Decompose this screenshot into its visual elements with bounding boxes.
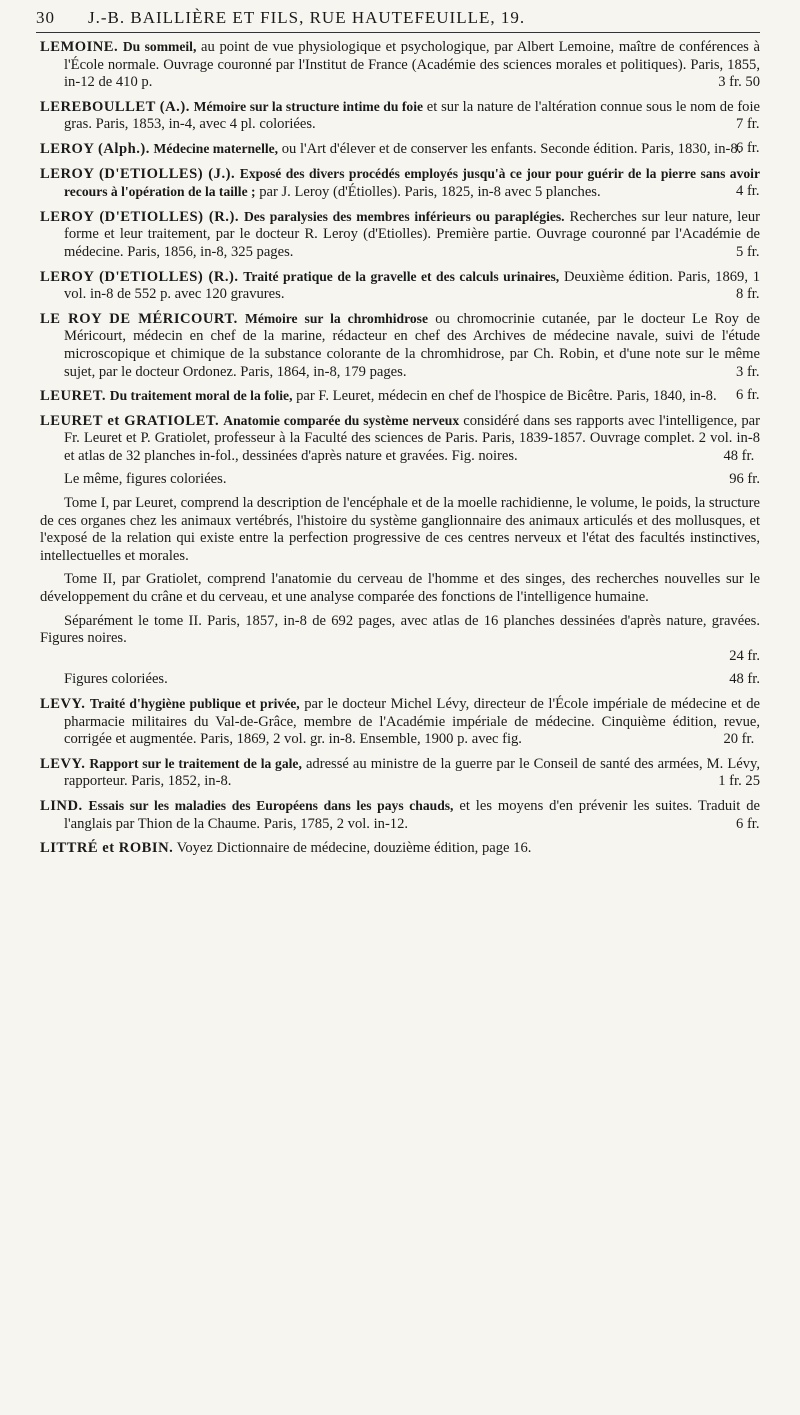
entry-author: LEROY (D'ETIOLLES) (J.).	[40, 165, 236, 182]
catalog-entry	[40, 412, 760, 466]
entry-description: et les moyens d'en prévenir les suites. Traduit de l'anglais par Thion de la Chaume. Paris, 1785, 2 vol. in-12.	[64, 797, 761, 832]
entry-author: LEMOINE.	[40, 39, 119, 55]
entry-price: 4 fr.	[736, 183, 760, 200]
publisher-line: J.-B. BAILLIÈRE ET FILS, RUE HAUTEFEUILLE, 19.	[88, 8, 526, 27]
entry-title: Du traitement moral de la folie,	[109, 388, 293, 404]
entry-author: LEROY (D'ETIOLLES) (R.).	[40, 208, 239, 225]
entry-description: considéré dans ses rapports avec l'intelligence, par Fr. Leuret et P. Gratiolet, professeur à la Faculté des sciences de Paris. Paris, 1839-1857. Ouvrage complet. 2 vol. in-8 et atlas de 32 planches in-fol., dessinées d'après nature et gravées. Fig. noires.	[64, 412, 760, 464]
entry-price: 48 fr.	[723, 447, 755, 464]
entry-list	[40, 38, 760, 465]
entry-description: adressé au ministre de la guerre par le Conseil de santé des armées, M. Lévy, rapporteur. Paris, 1852, in-8.	[64, 755, 761, 790]
entry-title: Mémoire sur la chromhidrose	[244, 310, 428, 326]
entry-price: 1 fr. 25	[718, 773, 760, 790]
entry-author: LITTRÉ et ROBIN.	[40, 840, 174, 857]
entry-title: Des paralysies des membres inférieurs ou paraplégies.	[243, 208, 565, 224]
entry-description: Deuxième édition. Paris, 1869, 1 vol. in-8 de 552 p. avec 120 gravures.	[64, 268, 761, 303]
catalog-entry	[40, 387, 760, 406]
entry-description: par F. Leuret, médecin en chef de l'hospice de Bicêtre. Paris, 1840, in-8.	[296, 388, 717, 405]
entry-price: 3 fr.	[736, 363, 760, 380]
entry-title: Traité pratique de la gravelle et des calculs urinaires,	[243, 268, 560, 284]
catalog-entry	[40, 797, 760, 833]
entry-price: 6 fr.	[736, 387, 760, 404]
entry-price: 6 fr.	[736, 815, 760, 832]
header-rule	[36, 32, 760, 33]
catalog-body	[40, 38, 760, 864]
entry-description: au point de vue physiologique et psychologique, par Albert Lemoine, maître de conférences à l'École normale. Ouvrage couronné par l'Institut de France (Académie des sciences morales et politiques). Paris, 1855, in-12 de 410 p.	[64, 39, 760, 91]
entry-title: Essais sur les maladies des Européens dans les pays chauds,	[88, 797, 454, 813]
entry-price: 20 fr.	[723, 731, 755, 748]
tome-1-description: Tome I, par Leuret, comprend la description de l'encéphale et de la moelle rachidienne, le volume, le poids, la structure de ces organes chez les animaux vertébrés, l'histoire du système ganglionnaire des animaux articulés et des mollusques, et l'exposé de la relation qui existe entre la perfection progressive de ces centres nerveux et l'état des facultés instinctives, intellectuelles et morales.	[40, 495, 760, 564]
entry-title: Anatomie comparée du système nerveux	[223, 412, 460, 428]
entry-title: Médecine maternelle,	[153, 140, 279, 156]
entry-title: Exposé des divers procédés employés jusqu'à ce jour pour guérir de la pierre sans avoir recours à l'opération de la taille ;	[64, 165, 760, 200]
entry-price: 8 fr.	[736, 286, 760, 303]
entry-author: LEREBOULLET (A.).	[40, 98, 190, 115]
entry-author: LEROY (Alph.).	[40, 140, 150, 157]
catalog-entry	[40, 695, 760, 749]
catalog-entry	[40, 208, 760, 262]
entry-description: et sur la nature de l'altération connue sous le nom de foie gras. Paris, 1853, in-4, avec 4 pl. coloriées.	[64, 98, 761, 133]
separate-colored-line: Figures coloriées. 48 fr.	[64, 671, 760, 688]
tome-2-description: Tome II, par Gratiolet, comprend l'anatomie du cerveau de l'homme et des singes, des recherches nouvelles sur le développement du crâne et du cerveau, et une analyse comparée des fonctions de l'intelligence humaine.	[40, 571, 760, 606]
entry-description: ou l'Art d'élever et de conserver les enfants. Seconde édition. Paris, 1830, in-8.	[281, 140, 742, 157]
entry-price: 7 fr.	[736, 116, 760, 133]
entry-price: 3 fr. 50	[718, 74, 760, 91]
entry-description: par le docteur Michel Lévy, directeur de l'École impériale de médecine et de pharmacie militaires du Val-de-Grâce, membre de l'Académie impériale de médecine. Cinquième édition, revue, corrigée et augmentée. Paris, 1869, 2 vol. gr. in-8. Ensemble, 1900 p. avec fig.	[64, 696, 761, 748]
catalog-entry	[40, 268, 760, 304]
entry-title: Rapport sur le traitement de la gale,	[89, 755, 302, 771]
catalog-entry	[40, 839, 760, 858]
catalog-entry	[40, 98, 760, 134]
catalog-entry	[40, 755, 760, 791]
catalog-entry	[40, 165, 760, 202]
entry-list-2	[40, 695, 760, 858]
entry-title: Mémoire sur la structure intime du foie	[193, 98, 424, 114]
entry-price: 6 fr.	[736, 139, 760, 156]
catalog-entry	[40, 140, 760, 159]
entry-title: Du sommeil,	[122, 39, 197, 54]
separate-volume: Séparément le tome II. Paris, 1857, in-8 de 692 pages, avec atlas de 16 planches dessinées d'après nature, gravées. Figures noires. 24 fr.	[40, 612, 760, 664]
catalog-entry	[40, 310, 760, 381]
entry-author: LEURET et GRATIOLET.	[40, 412, 220, 429]
entry-author: LE ROY DE MÉRICOURT.	[40, 310, 238, 327]
entry-description: Recherches sur leur nature, leur forme et leur traitement, par le docteur R. Leroy (d'Etiolles). Première partie. Ouvrage couronné par l'Académie de médecine. Paris, 1856, in-8, 325 pages.	[64, 208, 760, 260]
entry-author: LEURET.	[40, 388, 107, 405]
entry-author: LIND.	[40, 797, 83, 814]
running-header	[36, 2, 760, 30]
entry-price: 5 fr.	[736, 243, 760, 260]
entry-author: LEVY.	[40, 696, 86, 712]
entry-description: ou chromocrinie cutanée, par le docteur Le Roy de Méricourt, médecin en chef de la marine, rédacteur en chef des Archives de médecine navale, suivi de l'étude microscopique et chimique de la substance colorante de la chromhidrose, par Ch. Robin, et d'une note sur le même sujet, par le docteur Ordonez. Paris, 1864, in-8, 179 pages.	[64, 310, 760, 380]
catalog-entry	[40, 38, 760, 92]
entry-description: par J. Leroy (d'Étiolles). Paris, 1825, in-8 avec 5 planches.	[259, 184, 601, 201]
entry-description: Voyez Dictionnaire de médecine, douzième édition, page 16.	[176, 840, 532, 857]
entry-author: LEVY.	[40, 755, 86, 772]
leuret-colored-line: Le même, figures coloriées. 96 fr.	[64, 471, 760, 488]
page-number: 30	[36, 8, 55, 27]
entry-title: Traité d'hygiène publique et privée,	[89, 696, 300, 711]
entry-author: LEROY (D'ETIOLLES) (R.).	[40, 268, 239, 285]
